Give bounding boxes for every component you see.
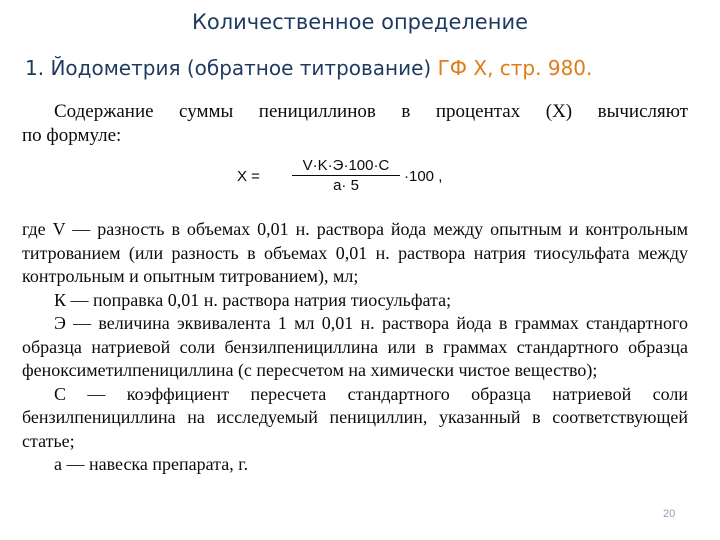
slide-title: Количественное определение <box>191 10 529 34</box>
intro-line-1: Содержание суммы пенициллинов в процентах (Х) вычисляют <box>54 101 688 122</box>
formula-denominator: a· 5 <box>333 177 359 194</box>
intro-text <box>22 100 688 148</box>
formula-lhs: X = <box>237 168 260 185</box>
definition-a: a — навеска препарата, г. <box>54 454 249 474</box>
intro-line-2: по формуле: <box>22 125 122 146</box>
definition-k: К — поправка 0,01 н. раствора натрия тиосульфата; <box>54 289 452 310</box>
formula <box>237 157 497 197</box>
definition-v: где V — разность в объемах 0,01 н. раствора йода между опытным и контрольным титрованием (или разность в объемах 0,01 н. раствора натрия тиосульфата между контрольным и опытным титрованием), мл; <box>22 219 688 286</box>
subtitle-method: 1. Йодометрия (обратное титрование) <box>25 56 438 80</box>
formula-multiplier: ·100 , <box>404 168 443 185</box>
slide-subtitle <box>25 56 592 80</box>
subtitle-reference: ГФ Х, стр. 980. <box>437 56 593 80</box>
definition-c: С — коэффициент пересчета стандартного образца натриевой соли бензилпенициллина на исследуемый пенициллин, указанный в соответствующей статье; <box>22 383 688 451</box>
definitions-list <box>22 218 688 477</box>
page-number: 20 <box>663 508 676 520</box>
formula-numerator: V·K·Э·100·C <box>292 157 400 176</box>
scanned-text-block <box>22 100 692 530</box>
definition-e: Э — величина эквивалента 1 мл 0,01 н. раствора йода в граммах стандартного образца натриевой соли бензилпенициллина или в граммах стандартного образца феноксиметилпенициллина (с пересчетом на химически чистое вещество); <box>22 313 688 380</box>
formula-fraction <box>292 157 400 194</box>
